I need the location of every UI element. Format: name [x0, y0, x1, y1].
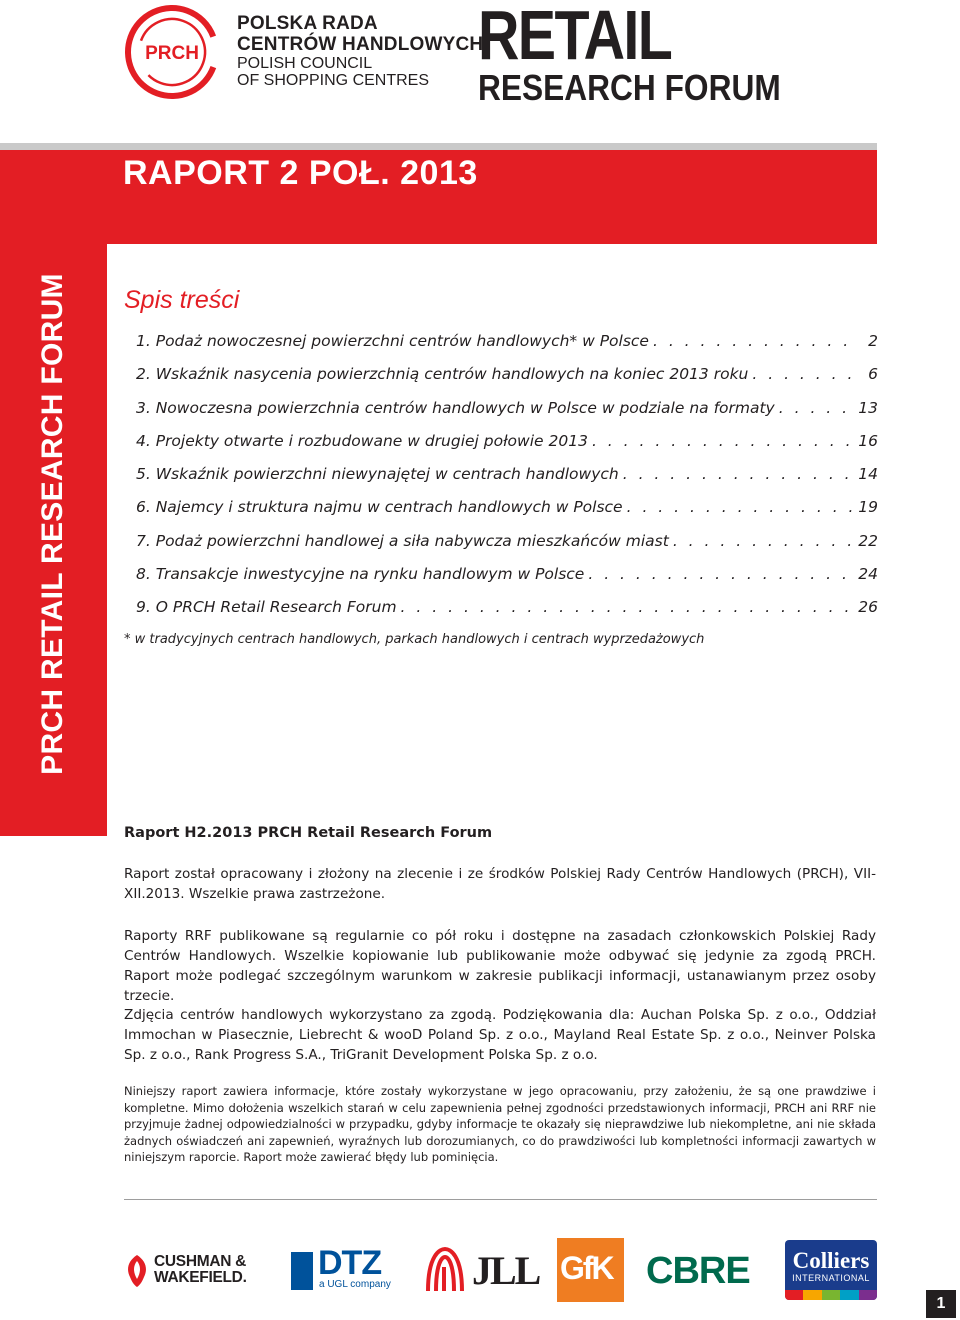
prch-logo-text: PRCH [145, 43, 199, 64]
colliers-color-strip [785, 1290, 877, 1300]
toc-entry-label: 2. Wskaźnik nasycenia powierzchnią centrów handlowych na koniec 2013 roku [136, 365, 749, 384]
toc-leader [627, 498, 852, 516]
cushman-wakefield-logo [124, 1252, 269, 1290]
table-of-contents [136, 332, 878, 632]
cushman-wakefield-mark-icon [124, 1255, 150, 1287]
toc-entry-label: 1. Podaż nowoczesnej powierzchni centrów handlowych* w Polsce [136, 332, 649, 350]
toc-entry[interactable] [136, 532, 878, 565]
cushman-wakefield-text [154, 1254, 247, 1286]
paragraph-publication: Raporty RRF publikowane są regularnie co pół roku i dostępne na zasadach członkowskich Polskiej Rady Centrów Handlowych. Wszelkie kopiowanie lub publikowanie może odbywać się jedynie za zgodą PRCH. Raport może podlegać szczególnym warunkom w zakresie publikacji informacji, ustanawianym przez osoby trzecie. [124, 928, 876, 1004]
toc-entry-page: 2 [868, 332, 878, 350]
gfk-text: GfK [560, 1250, 613, 1286]
toc-entry-label: 4. Projekty otwarte i rozbudowane w drugiej połowie 2013 [136, 431, 588, 450]
toc-leader [779, 399, 852, 417]
toc-leader [401, 598, 852, 616]
toc-heading: Spis treści [124, 286, 240, 314]
org-name-en-line2: OF SHOPPING CENTRES [237, 72, 430, 89]
toc-leader [673, 532, 852, 550]
cbre-logo [646, 1250, 761, 1290]
toc-entry-label: 8. Transakcje inwestycyjne na rynku handlowym w Polsce [136, 565, 585, 584]
toc-leader [592, 432, 852, 450]
toc-entry[interactable] [136, 399, 878, 432]
toc-entry-label: 7. Podaż powierzchni handlowej a siła nabywcza mieszkańców miast [136, 531, 669, 550]
dtz-mark-icon [291, 1252, 313, 1290]
toc-entry-page: 22 [858, 531, 878, 550]
organization-name [237, 14, 483, 90]
forum-title [478, 0, 878, 106]
org-name-en-line1: POLISH COUNCIL [237, 55, 373, 72]
forum-title-retail: RETAIL [478, 0, 672, 74]
toc-entry-label: 5. Wskaźnik powierzchni niewynajętej w centrach handlowych [136, 465, 619, 484]
toc-entry[interactable] [136, 332, 878, 365]
toc-entry-page: 14 [858, 465, 878, 484]
toc-leader [752, 365, 852, 383]
colliers-subtitle: INTERNATIONAL [792, 1273, 870, 1283]
colliers-text: Colliers [792, 1248, 870, 1273]
org-name-line2: CENTRÓW HANDLOWYCH [237, 34, 484, 55]
disclaimer: Niniejszy raport zawiera informacje, które zostały wykorzystane w jego opracowaniu, przy założeniu, że są one prawdziwe i kompletne. Mimo dołożenia wszelkich starań w celu zapewnienia pełnej zgodności przedstawionych informacji, PRCH ani RRF nie przyjmuje żadnej odpowiedzialności w przypadku, gdyby informacje te okazały się nieprawdziwe lub niekompletne, ani nie składa żadnych oświadczeń ani zapewnień, wyraźnych lub dorozumianych, co do prawdziwości lub kompletności informacji zawartych w niniejszym raporcie. Raport może zawierać błędy lub pominięcia. [124, 1084, 876, 1164]
cushman-line2: WAKEFIELD. [154, 1269, 247, 1286]
toc-leader [588, 565, 852, 583]
cushman-line1: CUSHMAN & [154, 1253, 247, 1270]
report-title-banner: RAPORT 2 POŁ. 2013 [123, 154, 478, 192]
paragraph-copyright: Raport został opracowany i złożony na zlecenie i ze środków Polskiej Rady Centrów Handlowych (PRCH), VII-XII.2013. Wszelkie prawa zastrzeżone. [124, 866, 876, 902]
dtz-subtitle: a UGL company [319, 1279, 391, 1290]
report-title: Raport H2.2013 PRCH Retail Research Forum [124, 825, 493, 841]
org-name-line1: POLSKA RADA [237, 13, 378, 34]
toc-entry-page: 16 [858, 431, 878, 450]
toc-entry-label: 3. Nowoczesna powierzchnia centrów handlowych w Polsce w podziale na formaty [136, 398, 775, 417]
gfk-logo [557, 1238, 624, 1302]
toc-entry[interactable] [136, 432, 878, 465]
colliers-logo [785, 1240, 877, 1300]
dtz-text: DTZ [318, 1244, 382, 1282]
prch-logo [123, 3, 221, 101]
jll-text: JLL [472, 1248, 540, 1293]
toc-entry-page: 13 [858, 398, 878, 417]
toc-entry[interactable] [136, 598, 878, 631]
jll-mark-icon [420, 1245, 470, 1295]
side-band-text: PRCH RETAIL RESEARCH FORUM [36, 273, 69, 775]
dtz-logo [291, 1244, 401, 1292]
toc-entry-page: 19 [858, 498, 878, 517]
toc-leader [623, 465, 852, 483]
toc-entry-label: 6. Najemcy i struktura najmu w centrach handlowych w Polsce [136, 498, 623, 517]
forum-title-research: RESEARCH FORUM [478, 67, 781, 108]
toc-footnote: * w tradycyjnych centrach handlowych, parkach handlowych i centrach wyprzedażowych [124, 632, 705, 647]
toc-entry-page: 24 [858, 565, 878, 584]
toc-entry-label: 9. O PRCH Retail Research Forum [136, 598, 397, 617]
divider [124, 1199, 877, 1200]
toc-entry[interactable] [136, 465, 878, 498]
paragraph-acknowledgements: Zdjęcia centrów handlowych wykorzystano za zgodą. Podziękowania dla: Auchan Polska Sp. z o.o., Oddział Immochan w Piasecznie, Liebrecht & wooD Poland Sp. z o.o., Mayland Real Estate Sp. z o.o., Neinver Polska Sp. z o.o., Rank Progress S.A., TriGranit Development Polska Sp. z o.o. [124, 1007, 876, 1063]
jll-logo [420, 1245, 540, 1295]
toc-leader [653, 332, 852, 350]
toc-entry-page: 26 [858, 598, 878, 617]
cbre-text: CBRE [646, 1250, 750, 1292]
toc-entry[interactable] [136, 565, 878, 598]
toc-entry[interactable] [136, 365, 878, 398]
toc-entry-page: 6 [868, 365, 878, 384]
page-number: 1 [926, 1290, 956, 1318]
toc-entry[interactable] [136, 498, 878, 531]
